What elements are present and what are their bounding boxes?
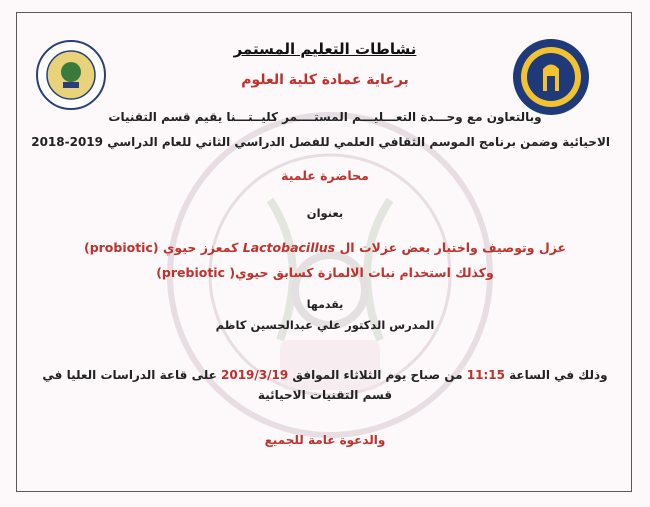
- intro-line-1: وبالتعاون مع وحـــدة التعـــليـــم المستــــمر كليــتـــنا يقيم قسم التقنيات: [108, 110, 542, 124]
- topic-line-1-after: كمعزز حيوي (probiotic): [83, 240, 243, 255]
- topic-line-1-before: عزل وتوصيف واختبار بعض عزلات ال: [335, 240, 567, 255]
- schedule-middle: من صباح يوم الثلاثاء الموافق: [288, 368, 467, 382]
- intro-line-2: الاحيائية وضمن برنامج الموسم الثقافي العلمي للفصل الدراسي الثاني للعام الدراسي 2019-2018: [31, 135, 610, 149]
- titled-label: بعنوان: [306, 206, 344, 220]
- schedule-line-1: [40, 368, 610, 382]
- presenter-name: المدرس الدكتور علي عبدالحسين كاظم: [215, 318, 435, 332]
- schedule-line-2: قسم التقنيات الاحيائية: [257, 388, 393, 402]
- schedule-date: 2019/3/19: [221, 368, 289, 382]
- page-title: نشاطات التعليم المستمر: [233, 40, 417, 58]
- topic-line-1: [40, 240, 610, 255]
- topic-line-2: وكذلك استخدام نبات الالمازة كسابق حيوي( prebiotic): [156, 265, 494, 280]
- presenter-label: يقدمها: [306, 298, 344, 311]
- sponsor-line: برعاية عمادة كلية العلوم: [241, 72, 409, 88]
- schedule-prefix: وذلك في الساعة: [504, 368, 608, 382]
- topic-organism: Lactobacillus: [242, 240, 336, 255]
- invitation-line: والدعوة عامة للجميع: [264, 433, 386, 447]
- lecture-label: محاضرة علمية: [281, 168, 369, 183]
- schedule-time: 11:15: [466, 368, 505, 382]
- schedule-suffix: على قاعة الدراسات العليا في: [42, 368, 221, 382]
